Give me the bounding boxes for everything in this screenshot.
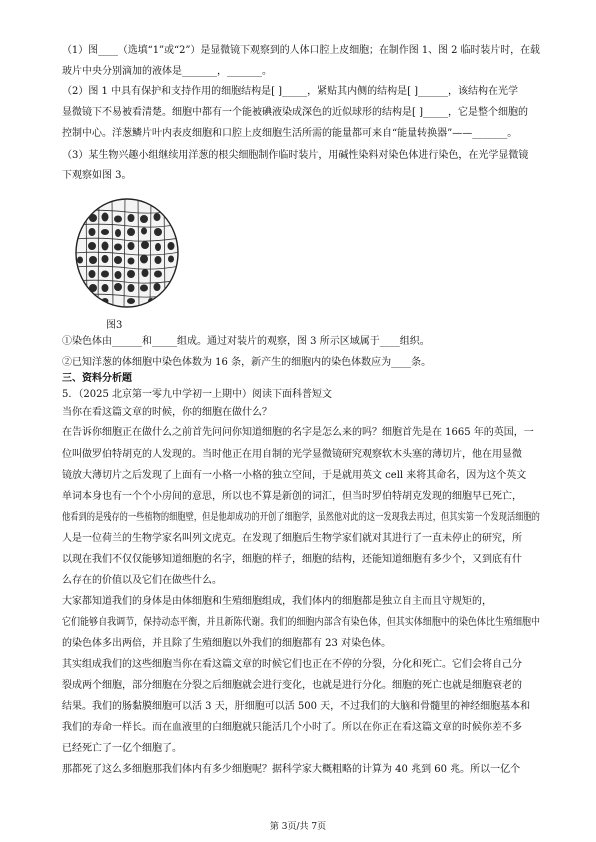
q-line-7: 下观察如图 3。 bbox=[62, 170, 132, 181]
sub-question-1: ①染色体由______和_____组成。通过对装片的观察，图 3 所示区域属于____组织。 bbox=[62, 336, 430, 347]
sub-question-2: ②已知洋葱的体细胞中染色体数为 16 条，新产生的细胞内的染色体数应为____条。 bbox=[62, 357, 432, 368]
passage-line: 人是一位荷兰的生物学家名叫列文虎克。在发现了细胞后生物学家们就对其进行了一直未停止的研究，所 bbox=[62, 533, 522, 544]
page-footer: 第 3页/共 7页 bbox=[269, 822, 327, 832]
passage-line: 位叫做罗伯特胡克的人发现的。当时他正在用自制的光学显微镜研究观察软木头塞的薄切片，他在用显微 bbox=[62, 449, 522, 460]
passage-line: 我们的寿命一样长。而在血液里的白细胞就只能活几个小时了。所以在你正在看这篇文章的时候你差不多 bbox=[62, 722, 522, 733]
question-5-header: 5．（2025 北京第一零九中学初一上期中）阅读下面科普短文 bbox=[62, 389, 332, 400]
passage-line: 大家都知道我们的身体是由体细胞和生殖细胞组成，我们体内的细胞都是独立自主而且守规矩的， bbox=[62, 596, 492, 607]
q-line-2: 玻片中央分别滴加的液体是_______，_______。 bbox=[62, 66, 272, 77]
passage-line: 结果。我们的肠黏膜细胞可以活 3 天，肝细胞可以活 500 天，不过我们的大脑和骨髓里的神经细胞基本和 bbox=[62, 701, 531, 712]
section-title: 三、资料分析题 bbox=[62, 373, 132, 384]
passage-line: 其实组成我们的这些细胞当你在看这篇文章的时候它们也正在不停的分裂，分化和死亡。它们会将自己分 bbox=[62, 659, 522, 670]
passage-line: 么存在的价值以及它们在做些什么。 bbox=[62, 575, 222, 586]
passage-line: 那都死了这么多细胞那我们体内有多少细胞呢？据科学家大概粗略的计算为 40 兆到 60 兆。所以一亿个 bbox=[62, 764, 521, 775]
micrograph-figure bbox=[74, 197, 180, 309]
q-line-6: （3）某生物兴趣小组继续用洋葱的根尖细胞制作临时装片，用碱性染料对染色体进行染色，在光学显微镜 bbox=[62, 150, 529, 161]
q-line-5: 控制中心。洋葱鳞片叶内表皮细胞和口腔上皮细胞生活所需的能量都可来自“能量转换器”——_______。 bbox=[62, 128, 518, 139]
passage-line: 他看到的是残存的一些植物的细胞壁，但是他却成功的开创了细胞学，虽然他对此的这一发现我去再过，但其实第一个发现活细胞的 bbox=[62, 512, 540, 523]
passage-line: 以现在我们不仅仅能够知道细胞的名字，细胞的样子，细胞的结构，还能知道细胞有多少个，又到底有什 bbox=[62, 554, 522, 565]
passage-line: 它们能够自我调节，保持动态平衡，并且新陈代谢。我们的细胞内部含有染色体，但其实体细胞中的染色体比生殖细胞中 bbox=[62, 617, 541, 628]
passage-line: 裂成两个细胞，部分细胞在分裂之后细胞就会进行变化，也就是进行分化。细胞的死亡也就是细胞衰老的 bbox=[62, 680, 522, 691]
passage-line: 在告诉你细胞正在做什么之前首先问问你知道细胞的名字是怎么来的吗？细胞首先是在 1665 年的英国，一 bbox=[62, 427, 534, 438]
q-line-3: （2）图 1 中具有保护和支持作用的细胞结构是[ ]_____，紧贴其内侧的结构是[ ]______，该结构在光学 bbox=[62, 86, 519, 97]
passage-line: 单词本身也有一个个小房间的意思，所以也不算是新创的词汇，但当时罗伯特胡克发现的细胞早已死亡， bbox=[62, 491, 522, 502]
passage-line: 的染色体多出两倍，并且除了生殖细胞以外我们的细胞都有 23 对染色体。 bbox=[62, 638, 392, 649]
passage-line: 镜放大薄切片之后发现了上面有一小格一小格的独立空间，于是就用英文 cell 来将其命名，因为这个英文 bbox=[62, 470, 527, 481]
passage-line: 当你在看这篇文章的时候，你的细胞在做什么？ bbox=[62, 407, 272, 418]
passage-line: 已经死亡了一亿个细胞了。 bbox=[62, 743, 182, 754]
q-line-4: 显微镜下不易被看清楚。细胞中都有一个能被碘液染成深色的近似球形的结构是[ ]_____，它是整个细胞的 bbox=[62, 107, 528, 118]
q-line-1: （1）图____（选填“1”或“2”）是显微镜下观察到的人体口腔上皮细胞；在制作图 1、图 2 临时装片时，在载 bbox=[62, 45, 540, 56]
figure-label: 图3 bbox=[106, 320, 123, 331]
